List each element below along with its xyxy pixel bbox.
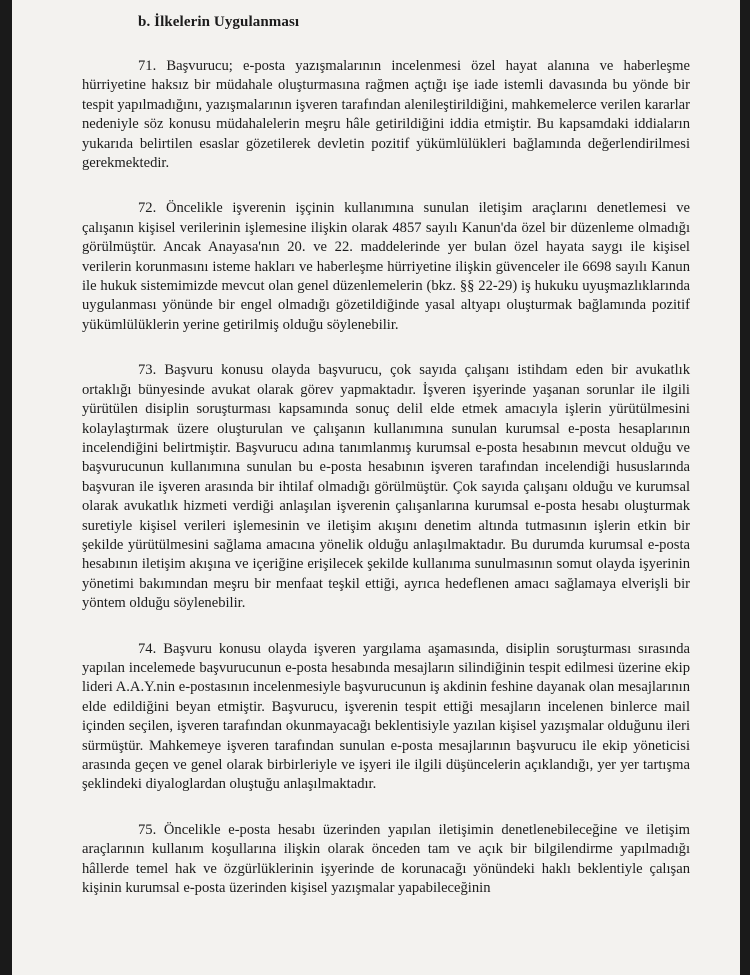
paragraph-text: Başvuru konusu olayda başvurucu, çok sayıda çalışanı istihdam eden bir avukatlık ortaklığı bünyesinde avukat olarak görev yapmaktadır. İşveren işyerinde yaşanan sorunlar ile ilgili yürütülen disiplin soruşturması kapsamında sonuç delil elde etmek amacıyla işlerin yürütülmesini kolaylaştırmak üzere oluşturulan ve çalışanın kullanımına sunulan kurumsal e-posta hesaplarının incelendiğini belirtmiştir. Başvurucu adına tanımlanmış kurumsal e-posta hesabının mevcut olduğu ve başvurucunun kullanımına sunulan bu e-posta hesabının işveren tarafından incelendiği hususlarında başvuran ile işveren arasında bir ihtilaf olmadığı görülmüştür. Çok sayıda çalışanı olduğu ve kurumsal olarak avukatlık hizmeti verdiği anlaşılan işverenin çalışanlarına kurumsal e-posta hesabı oluşturmak suretiyle kişisel verileri işlemesinin ve iletişim akışını denetim altında tutmasının işlerin etkin bir şekilde yürütülmesini sağlama amacına yönelik olduğu anlaşılmaktadır. Bu durumda kurumsal e-posta hesabının iletişim akışına ve içeriğine erişilecek şekilde kullanıma sunulmasının somut olayda işyerinin yönetimi bakımından meşru bir menfaat teşkil ettiği, ayrıca hedeflenen amacı sağlamaya elverişli bir yöntem olduğu söylenebilir.: [82, 362, 690, 612]
paragraph-72: [82, 199, 690, 335]
paragraph-74: [82, 640, 690, 795]
paragraph-number: 75.: [138, 821, 157, 838]
paragraph-text: Öncelikle e-posta hesabı üzerinden yapılan iletişimin denetlenebileceğine ve iletişim araçlarının kullanım koşullarına ilişkin olarak önceden tam ve açık bir bilgilendirme yapılmadığı hâllerde temel hak ve özgürlüklerinin işyerinde de korunacağı yönündeki haklı beklentiyle çalışan kişinin kurumsal e-posta üzerinden kişisel yazışmalar yapabileceğinin: [82, 821, 690, 897]
paragraph-71: [82, 57, 690, 173]
paragraph-number: 71.: [138, 58, 157, 74]
section-heading: b. İlkelerin Uygulanması: [138, 14, 300, 30]
paragraph-number: 73.: [138, 362, 157, 379]
paragraph-text: Başvuru konusu olayda işveren yargılama aşamasında, disiplin soruşturması sırasında yapılan incelemede başvurucunun e-posta hesabında mesajların silindiğinin tespit edilmesi üzerine ekip lideri A.A.Y.nin e-postasının incelenmesiyle başvurucunun iş akdinin feshine dayanak olan mesajlarının elde edildiğini beyan etmiştir. Başvurucu, işverenin tespit ettiği mesajların incelenen binlerce mail içinden seçilen, işveren tarafından okunmayacağı beklentisiyle yazılan kişisel yazışmalar olduğunu ileri sürmüştür. Mahkemeye işveren tarafından sunulan e-posta mesajlarının başvurucu ile ekip yöneticisi arasında geçen ve genel olarak birbirleriyle ve işyeri ile ilgili düşüncelerin açıklandığı, yer yer tartışma şeklindeki diyaloglardan oluştuğu anlaşılmaktadır.: [82, 640, 690, 793]
paragraph-text: Başvurucu; e-posta yazışmalarının incelenmesi özel hayat alanına ve haberleşme hürriyetine haksız bir müdahale oluşturmasına rağmen açtığı işe iade istemli davasında bu yönde bir tespit yapılmadığını, yazışmalarının işveren tarafından alenileştirildiğini, mahkemelerce verilen kararlar nedeniyle söz konusu müdahalelerin meşru hâle getirildiğini iddia etmiştir. Bu kapsamdaki iddiaların yukarıda belirtilen esaslar gözetilerek devletin pozitif yükümlülükleri bağlamında değerlendirilmesi gerekmektedir.: [82, 58, 690, 172]
paragraph-number: 72.: [138, 200, 157, 217]
paragraph-73: [82, 361, 690, 613]
paragraph-number: 74.: [138, 640, 157, 657]
document-page: [12, 0, 740, 975]
paragraph-text: Öncelikle işverenin işçinin kullanımına sunulan iletişim araçlarını denetlemesi ve çalışanın kişisel verilerinin işlemesine ilişkin olarak 4857 sayılı Kanun'da özel bir düzenleme olmadığı görülmüştür. Ancak Anayasa'nın 20. ve 22. maddelerinde yer bulan özel hayata saygı ile kişisel verilerin korunmasını isteme hakları ve haberleşme hürriyetine ilişkin güvenceler ile 6698 sayılı Kanun ile hukuk sistemimizde mevcut olan genel düzenlemelerin (bkz. §§ 22-29) iş hukuku uyuşmazlıklarında uygulanması yönünde bir engel olmadığı gözetildiğinde yasal altyapı oluşturmak bağlamında pozitif yükümlülüklerin yerine getirilmiş olduğu söylenebilir.: [82, 200, 690, 333]
paragraph-75: [82, 821, 690, 899]
